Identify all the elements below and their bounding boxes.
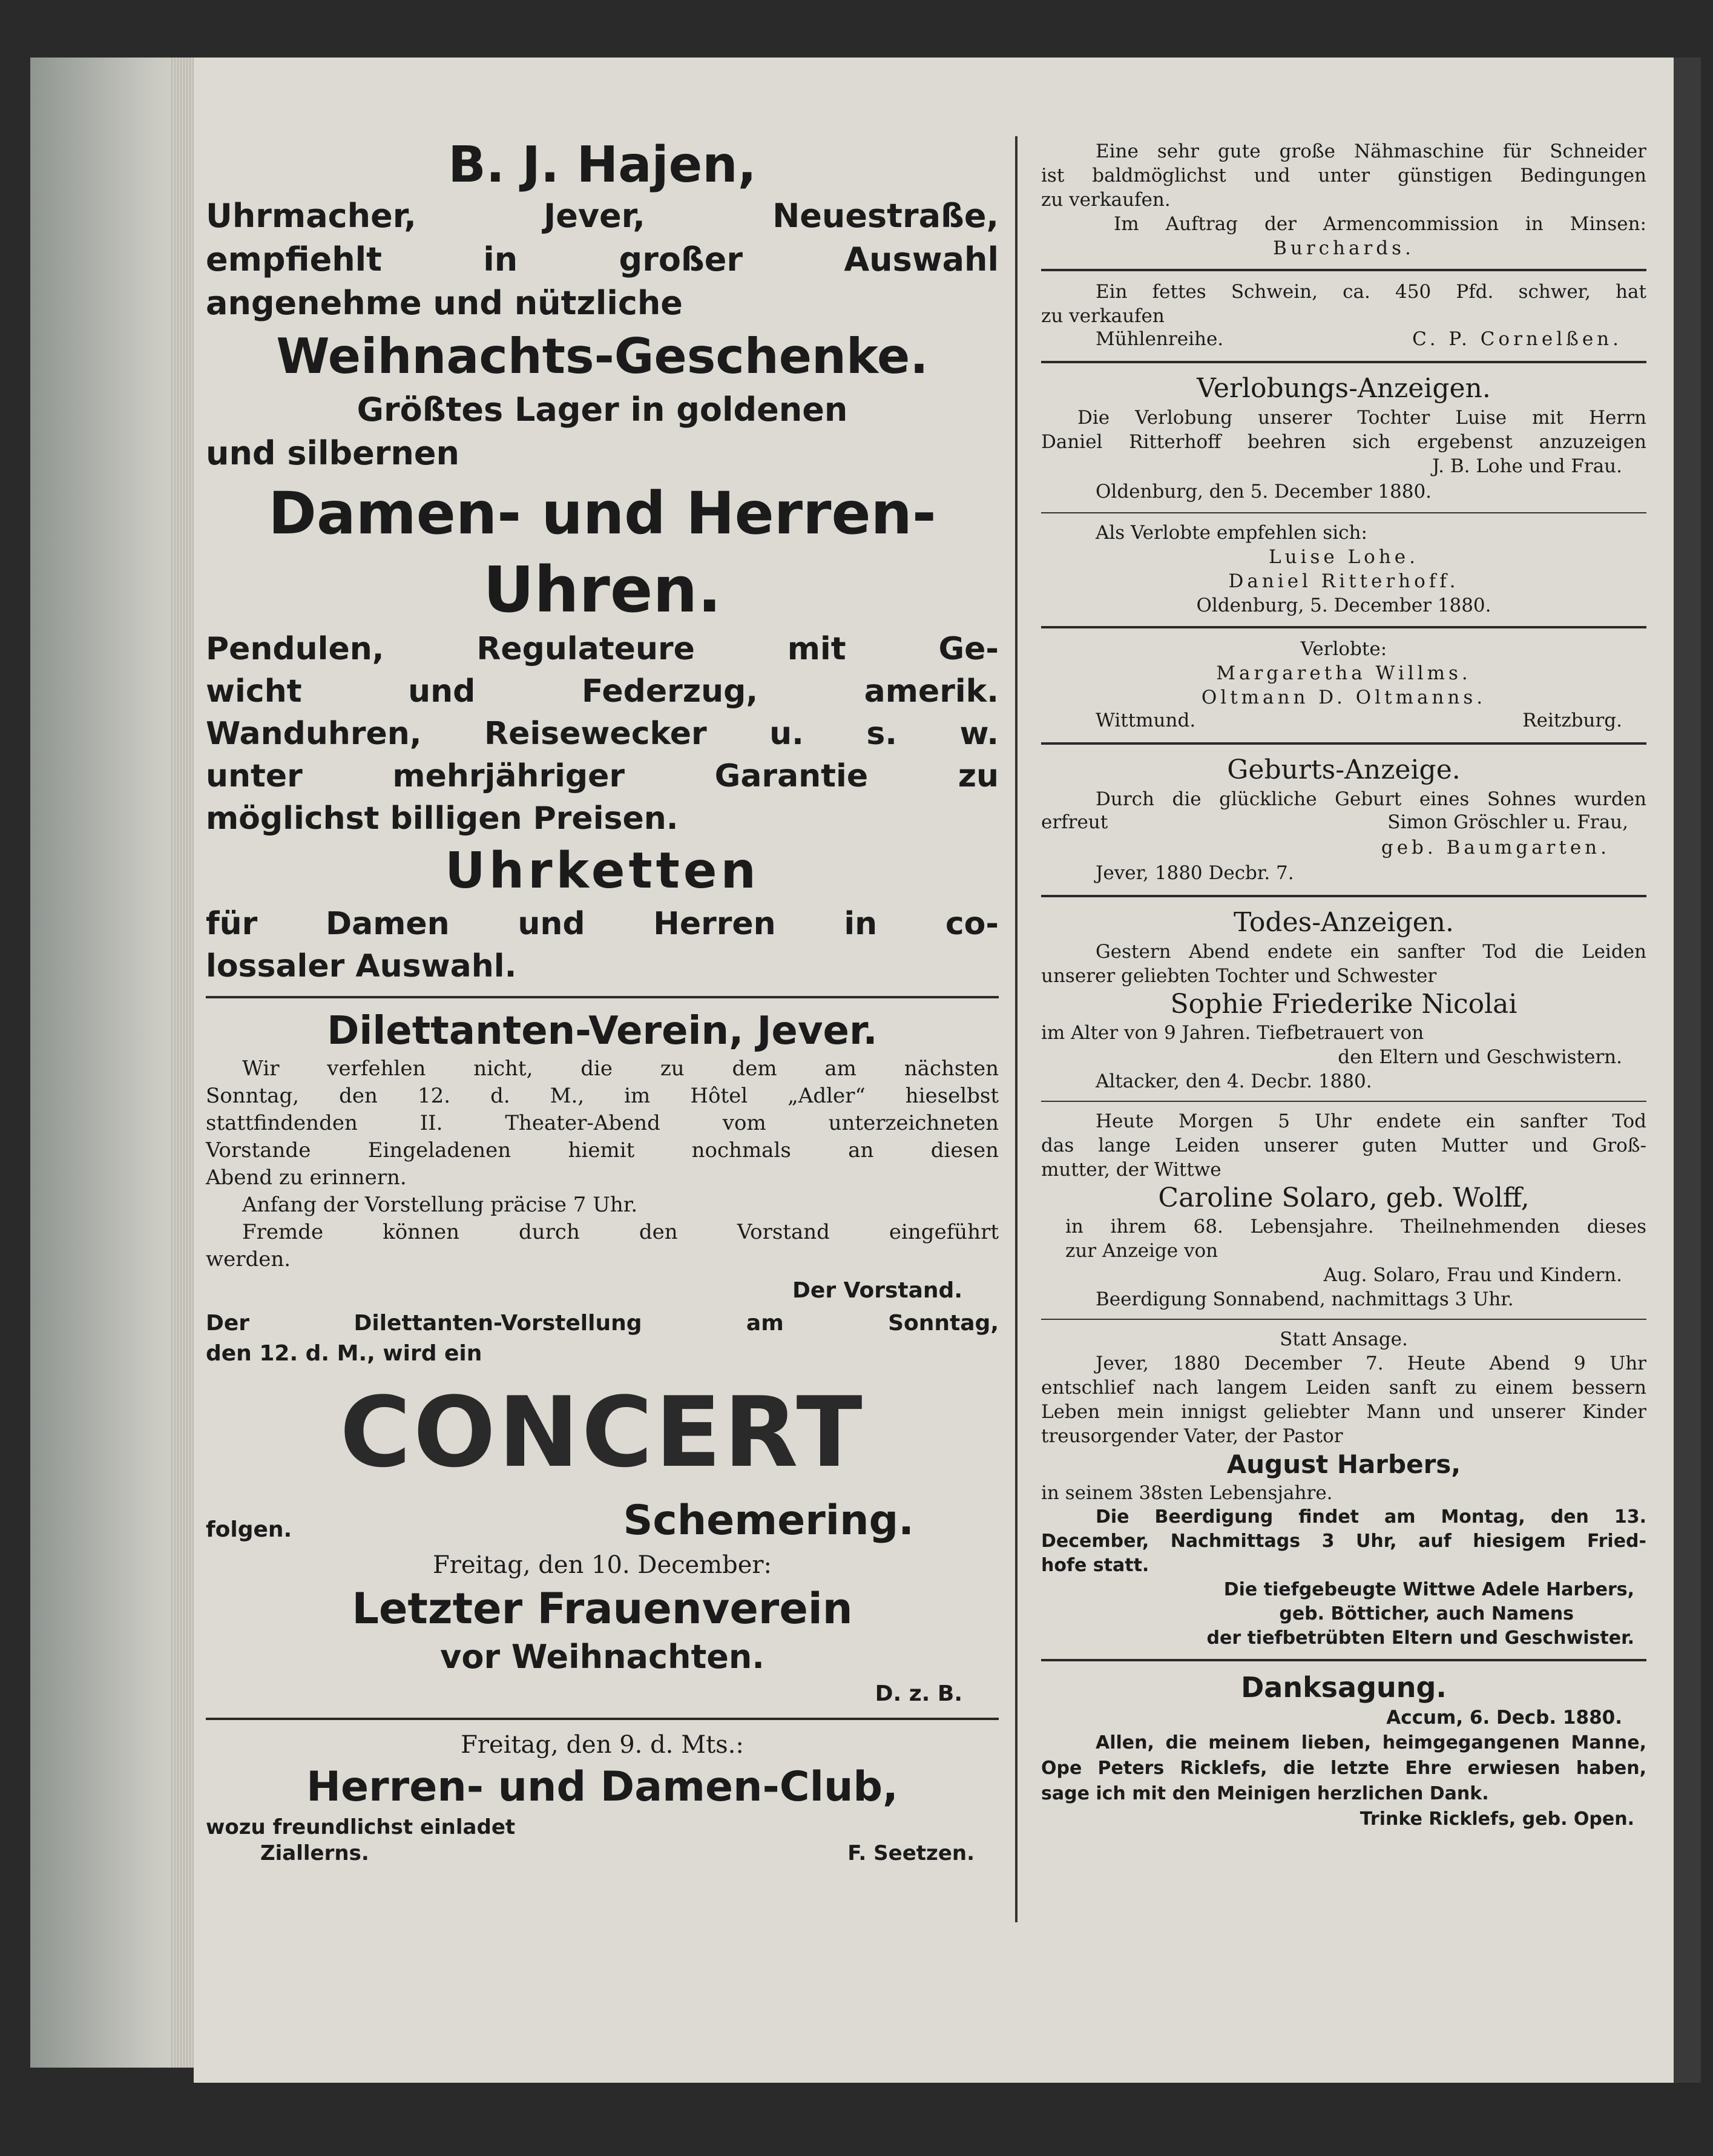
- death-line: das lange Leiden unserer guten Mutter und Groß-: [1041, 1135, 1646, 1156]
- hajen-gifts: Weihnachts-Geschenke.: [276, 328, 929, 384]
- verein-line: den 12. d. M., wird ein: [206, 1341, 482, 1366]
- hajen-line: empfiehlt in großer Auswahl: [206, 240, 999, 279]
- thanks-line: sage ich mit den Meinigen herzlichen Dank.: [1041, 1783, 1489, 1804]
- pig-footer: [1041, 328, 1646, 352]
- birth-row: [1041, 811, 1646, 836]
- verein-line: Sonntag, den 12. d. M., im Hôtel „Adler“ hieselbst: [206, 1084, 999, 1108]
- hajen-chains: Uhrketten: [445, 842, 760, 900]
- hajen-line: lossaler Auswahl.: [206, 948, 517, 984]
- birth-section: [1041, 753, 1646, 886]
- frauen-title: Letzter Frauenverein: [352, 1584, 853, 1633]
- minor-rule: [1041, 1101, 1646, 1102]
- engage-name: Oltmann D. Oltmanns.: [1201, 687, 1487, 708]
- sew-line: Eine sehr gute große Nähmaschine für Schneider: [1096, 140, 1646, 162]
- engagement-section: [1041, 372, 1646, 734]
- club-date: Freitag, den 9. d. Mts.:: [461, 1731, 744, 1759]
- sew-line: Im Auftrag der Armencommission in Minsen:: [1114, 213, 1646, 235]
- birth-line: erfreut: [1041, 811, 1108, 833]
- death-line: zur Anzeige von: [1065, 1240, 1218, 1262]
- death-name: August Harbers,: [1226, 1449, 1461, 1479]
- thanks-date: Accum, 6. Decb. 1880.: [1386, 1707, 1622, 1729]
- death-line: mutter, der Wittwe: [1041, 1159, 1221, 1181]
- verein-line: Vorstande Eingeladenen hiemit nochmals an diesen: [206, 1138, 999, 1162]
- death-line: entschlief nach langem Leiden sanft zu einem bessern: [1041, 1377, 1646, 1399]
- pig-advert: [1041, 280, 1646, 352]
- club-host: F. Seetzen.: [847, 1841, 975, 1865]
- left-column: [206, 136, 999, 1871]
- death-line: unserer geliebten Tochter und Schwester: [1041, 965, 1437, 987]
- column-divider: [1015, 136, 1018, 1922]
- engage-line: Daniel Ritterhoff beehren sich ergebenst anzuzeigen: [1041, 431, 1646, 453]
- engage-line: Die Verlobung unserer Tochter Luise mit Herrn: [1077, 407, 1646, 429]
- thanks-section: [1041, 1670, 1646, 1832]
- club-title: Herren- und Damen-Club,: [306, 1763, 898, 1811]
- pig-place: Mühlenreihe.: [1096, 328, 1224, 350]
- death-name: Sophie Friederike Nicolai: [1170, 989, 1517, 1020]
- thanks-line: Ope Peters Ricklefs, die letzte Ehre erwiesen haben,: [1041, 1758, 1646, 1779]
- schemering-name: Schemering.: [623, 1497, 914, 1544]
- section-rule: [1041, 626, 1646, 628]
- club-footer: [206, 1841, 999, 1871]
- birth-parents: Simon Gröschler u. Frau,: [1387, 811, 1628, 833]
- hajen-line: Wanduhren, Reisewecker u. s. w.: [206, 716, 999, 752]
- death-line: in seinem 38sten Lebensjahre.: [1041, 1482, 1333, 1504]
- verein-advert: [206, 1007, 999, 1544]
- death-section: [1041, 906, 1646, 1650]
- section-rule: [1041, 269, 1646, 271]
- engage-name: Daniel Ritterhoff.: [1228, 570, 1459, 592]
- hajen-line: unter mehrjähriger Garantie zu: [206, 758, 999, 794]
- hajen-watches: Damen- und Herren-: [268, 480, 936, 547]
- verein-line: Wir verfehlen nicht, die zu dem am nächsten: [242, 1057, 999, 1081]
- verein-line: Der Dilettanten-Vorstellung am Sonntag,: [206, 1311, 999, 1336]
- death-title: Todes-Anzeigen.: [1233, 907, 1454, 938]
- verein-title: Dilettanten-Verein, Jever.: [327, 1009, 878, 1053]
- engage-place: Reitzburg.: [1522, 710, 1622, 731]
- death-line: in ihrem 68. Lebensjahre. Theilnehmenden dieses: [1065, 1216, 1646, 1238]
- frauenverein-advert: [206, 1548, 999, 1709]
- death-line: December, Nachmittags 3 Uhr, auf hiesigem Fried-: [1041, 1531, 1646, 1552]
- section-rule: [1041, 361, 1646, 363]
- frauen-date: Freitag, den 10. December:: [433, 1551, 772, 1579]
- death-line: Die Beerdigung findet am Montag, den 13.: [1096, 1506, 1646, 1528]
- verein-line: stattfindenden II. Theater-Abend vom unterzeichneten: [206, 1111, 999, 1135]
- hajen-line: möglichst billigen Preisen.: [206, 800, 679, 837]
- hajen-line: angenehme und nützliche: [206, 284, 683, 322]
- death-line: hofe statt.: [1041, 1555, 1149, 1576]
- death-line: Gestern Abend endete ein sanfter Tod die Leiden: [1096, 941, 1646, 963]
- death-line: Leben mein innigst geliebter Mann und unserer Kinder: [1041, 1401, 1646, 1423]
- birth-title: Geburts-Anzeige.: [1227, 754, 1461, 785]
- death-line: Jever, 1880 December 7. Heute Abend 9 Uhr: [1096, 1353, 1646, 1374]
- death-date: Altacker, den 4. Decbr. 1880.: [1096, 1070, 1372, 1092]
- hajen-line: für Damen und Herren in co-: [206, 906, 999, 942]
- hajen-line: Größtes Lager in goldenen: [357, 391, 848, 429]
- engage-date: Oldenburg, den 5. December 1880.: [1096, 481, 1432, 503]
- hajen-line: Uhrmacher, Jever, Neuestraße,: [206, 197, 999, 235]
- pig-sign: C. P. Cornelßen.: [1412, 328, 1622, 350]
- section-rule: [206, 996, 999, 998]
- engage-name: Margaretha Willms.: [1216, 662, 1471, 684]
- death-line: geb. Bötticher, auch Namens: [1279, 1603, 1574, 1624]
- death-line: den Eltern und Geschwistern.: [1338, 1046, 1622, 1068]
- concert-headline: CONCERT: [340, 1376, 865, 1489]
- section-rule: [1041, 1659, 1646, 1661]
- verein-line: Anfang der Vorstellung präcise 7 Uhr.: [242, 1193, 638, 1217]
- death-line: Statt Ansage.: [1280, 1328, 1408, 1350]
- verein-line: Abend zu erinnern.: [206, 1165, 407, 1190]
- engage-date: Oldenburg, 5. December 1880.: [1196, 595, 1491, 616]
- minor-rule: [1041, 1319, 1646, 1320]
- hajen-advert: [206, 136, 999, 987]
- right-column: [1041, 139, 1646, 1832]
- sew-line: ist baldmöglichst und unter günstigen Bedingungen: [1041, 165, 1646, 186]
- minor-rule: [1041, 512, 1646, 513]
- frauen-sign: D. z. B.: [875, 1681, 962, 1706]
- death-line: im Alter von 9 Jahren. Tiefbetrauert von: [1041, 1022, 1424, 1044]
- death-line: Beerdigung Sonnabend, nachmittags 3 Uhr.: [1096, 1288, 1514, 1310]
- engage-line: Verlobte:: [1300, 638, 1387, 660]
- engage-name: Luise Lohe.: [1269, 546, 1419, 568]
- section-rule: [1041, 895, 1646, 897]
- book-edge: [30, 58, 206, 2068]
- concert-footer: [206, 1496, 999, 1544]
- birth-line: geb. Baumgarten.: [1381, 837, 1610, 859]
- sewing-advert: [1041, 139, 1646, 260]
- hajen-watches: Uhren.: [483, 553, 722, 627]
- hajen-line: und silbernen: [206, 434, 459, 472]
- death-line: treusorgender Vater, der Pastor: [1041, 1425, 1343, 1447]
- verein-sign: Der Vorstand.: [792, 1278, 962, 1303]
- pig-line: zu verkaufen: [1041, 305, 1165, 327]
- death-line: Die tiefgebeugte Wittwe Adele Harbers,: [1223, 1579, 1634, 1600]
- death-line: Aug. Solaro, Frau und Kindern.: [1323, 1264, 1622, 1286]
- facing-page-edge: [1674, 58, 1701, 2083]
- section-rule: [1041, 742, 1646, 745]
- sew-line: zu verkaufen.: [1041, 189, 1171, 211]
- club-place: Ziallerns.: [260, 1841, 369, 1865]
- birth-line: Durch die glückliche Geburt eines Sohnes wurden: [1096, 788, 1646, 810]
- club-invite: wozu freundlichst einladet: [206, 1815, 516, 1839]
- sew-sign: Burchards.: [1273, 237, 1415, 259]
- engage-place: Wittmund.: [1096, 710, 1196, 731]
- hajen-name: B. J. Hajen,: [448, 136, 757, 194]
- death-line: Heute Morgen 5 Uhr endete ein sanfter Tod: [1096, 1110, 1646, 1132]
- thanks-title: Danksagung.: [1241, 1671, 1447, 1704]
- engage-places: [1041, 710, 1646, 734]
- frauen-title: vor Weihnachten.: [440, 1638, 764, 1676]
- verein-line: werden.: [206, 1247, 291, 1271]
- death-line: der tiefbetrübten Eltern und Geschwister.: [1206, 1627, 1634, 1649]
- hajen-line: Pendulen, Regulateure mit Ge-: [206, 631, 999, 667]
- birth-date: Jever, 1880 Decbr. 7.: [1096, 862, 1294, 884]
- hajen-line: wicht und Federzug, amerik.: [206, 673, 999, 710]
- section-rule: [206, 1718, 999, 1720]
- club-advert: [206, 1729, 999, 1871]
- engage-line: Als Verlobte empfehlen sich:: [1096, 522, 1367, 544]
- pig-line: Ein fettes Schwein, ca. 450 Pfd. schwer, hat: [1096, 281, 1646, 303]
- verein-line: Fremde können durch den Vorstand eingeführt: [242, 1220, 999, 1244]
- engage-sign: J. B. Lohe und Frau.: [1432, 455, 1622, 477]
- thanks-line: Allen, die meinem lieben, heimgegangenen Manne,: [1096, 1732, 1646, 1753]
- follows-text: folgen.: [206, 1517, 292, 1542]
- engage-title: Verlobungs-Anzeigen.: [1197, 373, 1491, 404]
- death-name: Caroline Solaro, geb. Wolff,: [1158, 1182, 1530, 1213]
- thanks-sign: Trinke Ricklefs, geb. Open.: [1360, 1808, 1634, 1830]
